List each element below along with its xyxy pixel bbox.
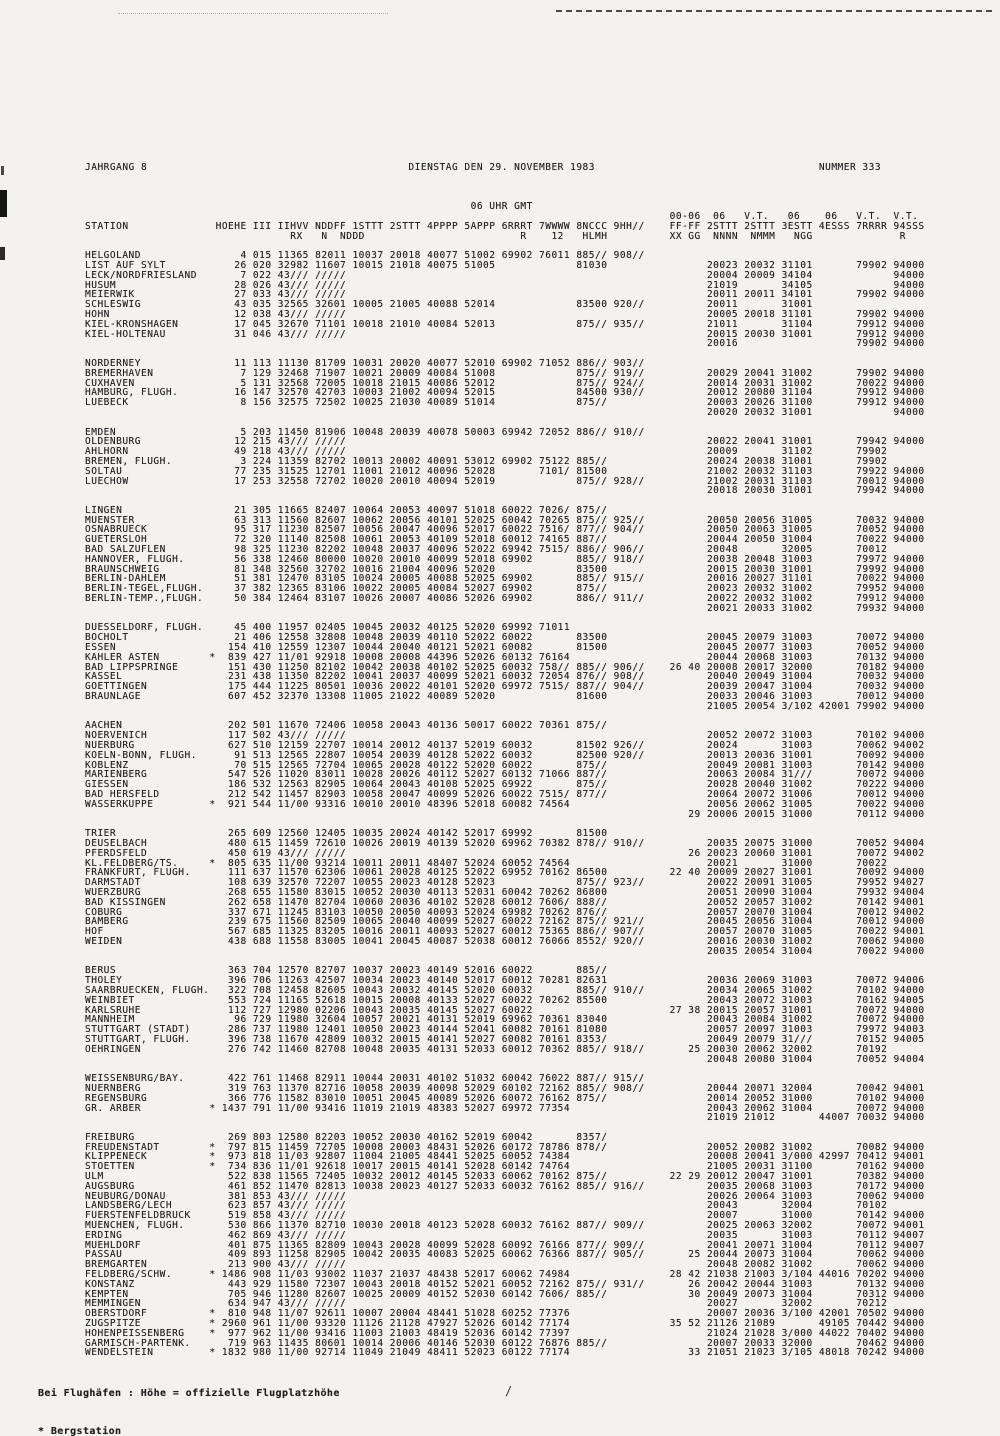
station-row: BERUS 363 704 12570 82707 10037 20023 40149 52016 60022 885// — [85, 965, 608, 977]
station-row: ESSEN 154 410 12559 12307 10044 20040 40121 52021 60082 81500 20045 20077 31003 70052 94000 — [85, 642, 925, 654]
station-row: PFERDSFELD 450 619 43/// ///// 26 20023 20060 31001 70072 94002 — [85, 847, 925, 859]
footnote-bergstation: * Bergstation — [38, 1425, 122, 1436]
station-row: HOHENPEISSENBERG * 977 962 11/00 93416 11003 21003 48419 52036 60142 77397 21024 21028 3/000 44022 70402 94000 — [85, 1327, 925, 1339]
station-row: HANNOVER, FLUGH. 56 338 12460 80000 10020 20010 40099 52018 69902 885// 918// 20038 20048 31003 79972 94000 — [85, 553, 925, 565]
station-row: AACHEN 202 501 11670 72406 10058 20043 40136 50017 60022 70361 875// — [85, 720, 608, 732]
station-row: EMDEN 5 203 11450 81906 10048 20039 40078 50003 69942 72052 886// 910// — [85, 426, 645, 438]
station-row: LINGEN 21 305 11665 82407 10064 20053 40097 51018 60022 7026/ 875// — [85, 504, 608, 516]
station-row: BAD HERSFELD 212 542 11457 82903 10058 20047 40099 52026 60022 7515/ 877// 20064 20072 31006 70012 94000 — [85, 789, 925, 800]
station-row: LUECHOW 17 253 32558 72702 10020 20010 40094 52019 875// 928// 21002 20031 31103 70012 94000 — [85, 475, 925, 487]
station-row: BOCHOLT 21 406 12558 32808 10048 20039 40110 52022 60022 83500 20045 20079 31003 70072 94000 — [85, 632, 925, 644]
station-row: BREMGARTEN 213 900 43/// ///// 20048 20082 31002 70062 94000 — [85, 1259, 925, 1271]
scan-artifact-blot — [0, 247, 5, 260]
station-row: WEIDEN 438 688 11558 83005 10041 20045 40087 52038 60012 76066 8552/ 920// 20016 20030 31002 70062 94000 — [85, 935, 925, 947]
station-row: GOETTINGEN 175 444 11225 80501 10036 20022 40101 52020 69972 7515/ 887// 904// 20039 20047 31004 70032 94000 — [85, 681, 925, 693]
station-row: FREIBURG 269 803 12580 82203 10052 20030 40162 52019 60042 8357/ — [85, 1131, 608, 1143]
station-row: AHLHORN 49 218 43/// ///// 20009 31102 79902 — [85, 446, 888, 458]
station-row: WEINBIET 553 724 11165 52618 10015 20008 40133 52027 60022 70262 85500 20043 20072 31003 70162 94005 — [85, 994, 925, 1006]
station-row: KIEL-HOLTENAU 31 046 43/// ///// 20015 20030 31001 79912 94000 — [85, 328, 925, 340]
station-row: NUERNBERG 319 763 11370 82716 10058 20039 40098 52029 60102 72162 885// 908// 20044 20071 32004 70042 94001 — [85, 1082, 925, 1094]
station-row: MEIERWIK 27 033 43/// ///// 20011 20011 34101 79902 94000 — [85, 289, 925, 301]
station-row: WASSERKUPPE * 921 544 11/00 93316 10010 20010 48396 52018 60082 74564 20056 20062 31005 70022 94000 — [85, 798, 925, 810]
station-row: OEHRINGEN 276 742 11460 82708 10048 20035 40131 52033 60012 70362 885// 918// 25 20030 20062 32002 70192 — [85, 1043, 888, 1055]
header-line: 06 UHR GMT — [85, 201, 533, 213]
station-row: BREMERHAVEN 7 129 32468 71907 10021 20009 40084 51008 875// 919// 20029 20041 31002 79902 94000 — [85, 367, 925, 379]
station-row: MEMMINGEN 634 947 43/// ///// 20027 32002 70212 — [85, 1298, 888, 1310]
station-row: SCHLESWIG 43 035 32565 32601 10005 21005 40088 52014 83500 920// 20011 31001 — [85, 299, 813, 311]
station-row: HELGOLAND 4 015 11365 82011 10037 20018 40077 51002 69902 76011 885// 908// — [85, 250, 645, 262]
station-row: WENDELSTEIN * 1832 980 11/00 92714 11049 21049 48411 52023 60122 77174 33 21051 21023 3/105 48018 70242 94000 — [85, 1347, 925, 1359]
continuation-row: 21005 20054 3/102 42001 79902 94000 — [85, 700, 925, 712]
station-row: SOLTAU 77 235 31525 12701 11001 21012 40096 52028 7101/ 81500 21002 20032 31103 79922 94000 — [85, 465, 925, 477]
station-row: BERLIN-TEMP.,FLUGH. 50 384 12464 83107 10026 20007 40086 52026 69902 886// 911// 20022 20032 31002 79912 94000 — [85, 593, 925, 605]
station-row: BAD SALZUFLEN 98 325 11230 82202 10048 20037 40096 52022 69942 7515/ 886// 906// 20048 32005 70012 — [85, 544, 888, 556]
header-line: 00-06 06 V.T. 06 06 V.T. V.T. — [85, 210, 919, 222]
station-row: OLDENBURG 12 215 43/// ///// 20022 20041 31001 79942 94000 — [85, 436, 925, 448]
station-row: DARMSTADT 108 639 32570 72207 10055 20023 40128 52023 875// 923// 20022 20091 31005 79952 94027 — [85, 877, 925, 889]
station-row: BREMEN, FLUGH. 3 224 11359 82702 10013 20002 40091 53012 69902 75122 885// 20024 20038 31001 79902 — [85, 455, 888, 467]
station-row: BAD LIPPSPRINGE 151 430 11250 82102 10042 20038 40102 52025 60032 758// 885// 906// 26 40 20008 20017 32000 70182 94000 — [85, 661, 925, 673]
station-row: REGENSBURG 366 776 11582 83010 10051 20045 40089 52026 60072 76162 875// 20014 20052 31000 70102 94000 — [85, 1092, 925, 1104]
station-row: ZUGSPITZE * 2960 961 11/00 93320 11126 21128 47927 52026 60142 77174 35 52 21126 21089 49105 70442 94000 — [85, 1318, 925, 1330]
station-row: HAMBURG, FLUGH. 16 147 32570 42703 10003 21002 40094 52015 84500 930// 20012 20080 31104 79912 94000 — [85, 387, 925, 399]
scan-artifact-slash: / — [505, 1384, 513, 1398]
station-row: LECK/NORDFRIESLAND 7 022 43/// ///// 20004 20009 34104 94000 — [85, 269, 925, 281]
spacer-line — [85, 173, 925, 183]
station-row: SAARBRUECKEN, FLUGH. 322 708 12458 82605 10043 20032 40145 52020 60032 885// 910// 20034 20065 31002 70102 94000 — [85, 984, 925, 996]
station-row: NOERVENICH 117 502 43/// ///// 20052 20072 31003 70102 94000 — [85, 730, 925, 742]
station-row: GARMISCH-PARTENK. 719 963 11435 80601 10014 20006 40146 52030 60122 76876 885// 20007 20033 32000 70462 94000 — [85, 1337, 925, 1349]
continuation-row: 20035 20054 31004 70022 94000 — [85, 945, 925, 957]
station-row: FELDBERG/SCHW. * 1486 908 11/03 93002 11037 21037 48438 52017 60062 74984 28 42 21038 21003 3/104 44016 70202 94000 — [85, 1269, 925, 1281]
station-row: ULM 522 838 11565 72405 10032 20012 40145 52033 60062 70162 875// 22 29 20012 20047 31001 70382 94000 — [85, 1171, 925, 1183]
station-row: KARLSRUHE 112 727 12980 02206 10043 20035 40145 52027 60022 27 38 20015 20057 31001 70072 94000 — [85, 1004, 925, 1016]
station-row: MUEHLDORF 401 875 11365 82809 10043 20028 40099 52028 60092 76166 877// 909// 20041 20071 31004 70112 94007 — [85, 1239, 925, 1251]
station-row: KOELN-BONN, FLUGH. 91 513 12565 22807 10054 20039 40128 52022 60032 82500 920// 20013 20036 31001 70092 94000 — [85, 749, 925, 761]
station-row: KASSEL 231 438 11350 82202 10041 20037 40099 52021 60032 72054 876// 908// 20040 20049 31004 70032 94000 — [85, 671, 925, 683]
station-row: BRAUNLAGE 607 452 32370 13308 11005 21022 40089 52020 81600 20033 20046 31003 70012 94000 — [85, 691, 925, 703]
station-row: STOETTEN * 734 836 11/01 92618 10017 20015 40141 52028 60142 74764 21005 20031 31100 70162 94000 — [85, 1161, 925, 1173]
continuation-row: 20048 20080 31004 70052 94004 — [85, 1053, 925, 1065]
station-row: KLIPPENECK * 973 818 11/03 92807 11004 21005 48441 52025 60052 74384 20008 20041 3/000 42997 70412 94001 — [85, 1151, 925, 1163]
station-row: FREUDENSTADT * 797 815 11459 72705 10008 20003 48431 52026 60172 78786 878// 20052 20082 31002 70082 94000 — [85, 1141, 925, 1153]
station-row: DUESSELDORF, FLUGH. 45 400 11957 02405 10045 20032 40125 52020 69992 71011 — [85, 622, 571, 634]
header-line: RX N NDDD R 12 HLMH XX GG NNNN NMMM NGG R — [85, 230, 906, 242]
station-row: LIST AUF SYLT 26 020 32982 11607 10015 21018 40075 51005 81030 20023 20032 31101 79902 94000 — [85, 259, 925, 271]
station-row: HUSUM 28 026 43/// ///// 21019 34105 94000 — [85, 279, 925, 291]
station-row: BRAUNSCHWEIG 81 348 32560 32702 10016 21004 40096 52020 83500 20015 20030 31001 79992 94000 — [85, 563, 925, 575]
station-row: KONSTANZ 443 929 11580 72307 10043 20018 40152 52021 60052 72162 875// 931// 26 20042 20044 31003 70132 94000 — [85, 1278, 925, 1290]
station-row: STUTTGART, FLUGH. 396 738 11670 42809 10032 20015 40141 52027 60082 70161 8353/ 20049 20079 31/// 70152 94005 — [85, 1033, 925, 1045]
header-line: STATION HOEHE III IIHVV NDDFF 1STTT 2STTT 4PPPP 5APPP 6RRRT 7WWWW 8NCCC 9HH// FF-FF 2STTT 2STTT 3ESTT 4ESSS 7RRRR 94SSS — [85, 220, 925, 232]
document-lines — [85, 163, 925, 1358]
station-row: MUENCHEN, FLUGH. 530 866 11370 82710 10030 20018 40123 52028 60032 76162 887// 909// 20025 20063 32002 70072 94001 — [85, 1220, 925, 1232]
station-row: THOLEY 396 706 11263 42507 10034 20023 40140 52017 60012 70281 82631 20036 20069 31003 70072 94006 — [85, 975, 925, 987]
continuation-row: 20021 20033 31002 79932 94000 — [85, 602, 925, 614]
scan-artifact-blot — [1, 166, 4, 175]
continuation-row: 20018 20030 31001 79942 94000 — [85, 485, 925, 497]
scan-artifact-dashes — [556, 10, 992, 12]
continuation-row: 20020 20032 31001 94000 — [85, 406, 925, 418]
station-row: MANNHEIM 96 729 11980 32604 10057 20021 40131 52019 69962 70361 83040 20043 20084 31002 70072 94000 — [85, 1014, 925, 1026]
station-row: DEUSELBACH 480 615 11459 72610 10026 20019 40139 52020 69962 70382 878// 910// 20035 20075 31000 70052 94004 — [85, 837, 925, 849]
station-row: NEUBURG/DONAU 381 853 43/// ///// 20026 20064 31003 70062 94000 — [85, 1190, 925, 1202]
station-row: ERDING 462 869 43/// ///// 20035 31003 70112 94007 — [85, 1229, 925, 1241]
station-row: WEISSENBURG/BAY. 422 761 11468 82911 10044 20031 40102 51032 60042 76022 887// 915// — [85, 1073, 645, 1085]
station-row: TRIER 265 609 12560 12405 10035 20024 40142 52017 69992 81500 — [85, 828, 608, 840]
station-row: BAMBERG 239 675 11560 82509 10065 20040 40099 52027 60022 72162 875// 921// 20045 20056 31004 70012 94000 — [85, 916, 925, 928]
station-row: LANDSBERG/LECH 623 857 43/// ///// 20043 32004 70102 — [85, 1200, 888, 1212]
station-row: KAHLER ASTEN * 839 427 11/01 92918 10008 20008 44396 52026 60132 76164 20044 20068 31003 70132 94000 — [85, 651, 925, 663]
station-row: MARIENBERG 547 526 11020 83011 10028 20026 40112 52027 60132 71066 887// 20063 20084 31/// 70072 94000 — [85, 769, 925, 781]
footnotes — [38, 1363, 340, 1436]
station-row: KIEL-KRONSHAGEN 17 045 32670 71101 10018 21010 40084 52013 875// 935// 21011 31104 79912 94000 — [85, 318, 925, 330]
continuation-row: 29 20006 20015 31000 70112 94000 — [85, 808, 925, 820]
scan-artifact-blot — [0, 190, 7, 217]
station-row: AUGSBURG 461 852 11470 82813 10038 20023 40127 52033 60032 76162 885// 916// 20035 20068 31003 70172 94000 — [85, 1180, 925, 1192]
station-row: OSNABRUECK 95 317 11230 82507 10056 20047 40096 52017 60022 7516/ 877// 904// 20050 20063 31005 70052 94000 — [85, 524, 925, 536]
station-row: MUENSTER 63 313 11560 82607 10062 20056 40101 52025 60042 70265 875// 925// 20050 20056 31005 70032 94000 — [85, 514, 925, 526]
footnote-flughaefen: Bei Flughäfen : Höhe = offizielle Flugplatzhöhe — [38, 1388, 340, 1399]
station-row: BERLIN-TEGEL,FLUGH. 37 382 12365 83106 10022 20005 40084 52027 69902 875// 20023 20032 31002 79952 94000 — [85, 583, 925, 595]
station-row: STUTTGART (STADT) 286 737 11980 12401 10050 20023 40144 52041 60082 70161 81080 20057 20097 31003 79972 94003 — [85, 1024, 925, 1036]
station-row: HOF 567 685 11325 83205 10016 20011 40093 52027 60012 75365 886// 907// 20057 20070 31005 70022 94001 — [85, 926, 925, 938]
station-row: NUERBURG 627 510 12159 22707 10014 20012 40137 52019 60032 81502 926// 20024 31003 70062 94002 — [85, 740, 925, 752]
station-row: GIESSEN 186 532 12563 82905 10064 20043 40108 52025 69922 875// 20028 20040 31002 70222 94000 — [85, 779, 925, 791]
station-row: CUXHAVEN 5 131 32568 72005 10018 21015 40086 52012 875// 924// 20014 20031 31002 70022 94000 — [85, 377, 925, 389]
spacer-line — [85, 183, 925, 193]
station-row: HOHN 12 038 43/// ///// 20005 20018 31101 79902 94000 — [85, 308, 925, 320]
station-row: OBERSTDORF * 810 948 11/07 92611 10007 20004 48441 51028 60252 77376 20007 20036 3/100 42001 70502 94000 — [85, 1308, 925, 1320]
scan-artifact-dots — [118, 13, 388, 14]
continuation-row: 21019 21012 44007 70032 94000 — [85, 1112, 925, 1124]
station-row: KL.FELDBERG/TS. * 805 635 11/00 93214 10011 20011 48407 52024 60052 74564 20021 31000 70022 — [85, 857, 888, 869]
station-row: KEMPTEN 705 946 11280 82607 10025 20009 40152 52030 60142 7606/ 885// 30 20049 20073 31004 70312 94000 — [85, 1288, 925, 1300]
station-row: GUETERSLOH 72 320 11140 82508 10061 20053 40109 52018 60012 74165 887// 20044 20050 31004 70022 94000 — [85, 534, 925, 546]
station-row: BERLIN-DAHLEM 51 381 12470 83105 10024 20005 40088 52025 69902 885// 915// 20016 20027 31101 70022 94000 — [85, 573, 925, 585]
station-row: GR. ARBER * 1437 791 11/00 93416 11019 21019 48383 52027 69972 77354 20043 20062 31004 70072 94000 — [85, 1102, 925, 1114]
station-row: KOBLENZ 70 515 12565 72704 10065 20028 40122 52020 60022 875// 20049 20081 31003 70142 94000 — [85, 759, 925, 771]
continuation-row: 20016 79902 94000 — [85, 338, 925, 350]
station-row: BAD KISSINGEN 262 658 11470 82704 10060 20036 40102 52028 60012 7606/ 888// 20052 20057 31002 70142 94001 — [85, 896, 925, 908]
station-row: LUEBECK 8 156 32575 72502 10025 21030 40089 51014 875// 20003 20026 31100 79912 94000 — [85, 397, 925, 409]
station-row: FUERSTENFELDBRUCK 519 858 43/// ///// 20007 31000 70142 94000 — [85, 1210, 925, 1222]
station-row: WUERZBURG 268 655 11580 83015 10052 20030 40113 52031 60042 70262 86800 20051 20090 31004 79932 94004 — [85, 886, 925, 898]
header-line: JAHRGANG 8 DIENSTAG DEN 29. NOVEMBER 1983 NUMMER 333 — [85, 162, 882, 173]
station-row: NORDERNEY 11 113 11130 81709 10031 20020 40077 52010 69902 71052 886// 903// — [85, 357, 645, 369]
station-row: FRANKFURT, FLUGH. 111 637 11570 62306 10061 20028 40125 52022 69952 70162 86500 22 40 20009 20027 31001 70092 94000 — [85, 867, 925, 879]
station-row: PASSAU 409 893 11258 82905 10042 20035 40083 52025 60062 76366 887// 905// 25 20044 20073 31004 70062 94000 — [85, 1249, 925, 1261]
station-row: COBURG 337 671 11245 83103 10050 20050 40093 52024 69982 70262 876// 20057 20070 31004 70012 94002 — [85, 906, 925, 918]
